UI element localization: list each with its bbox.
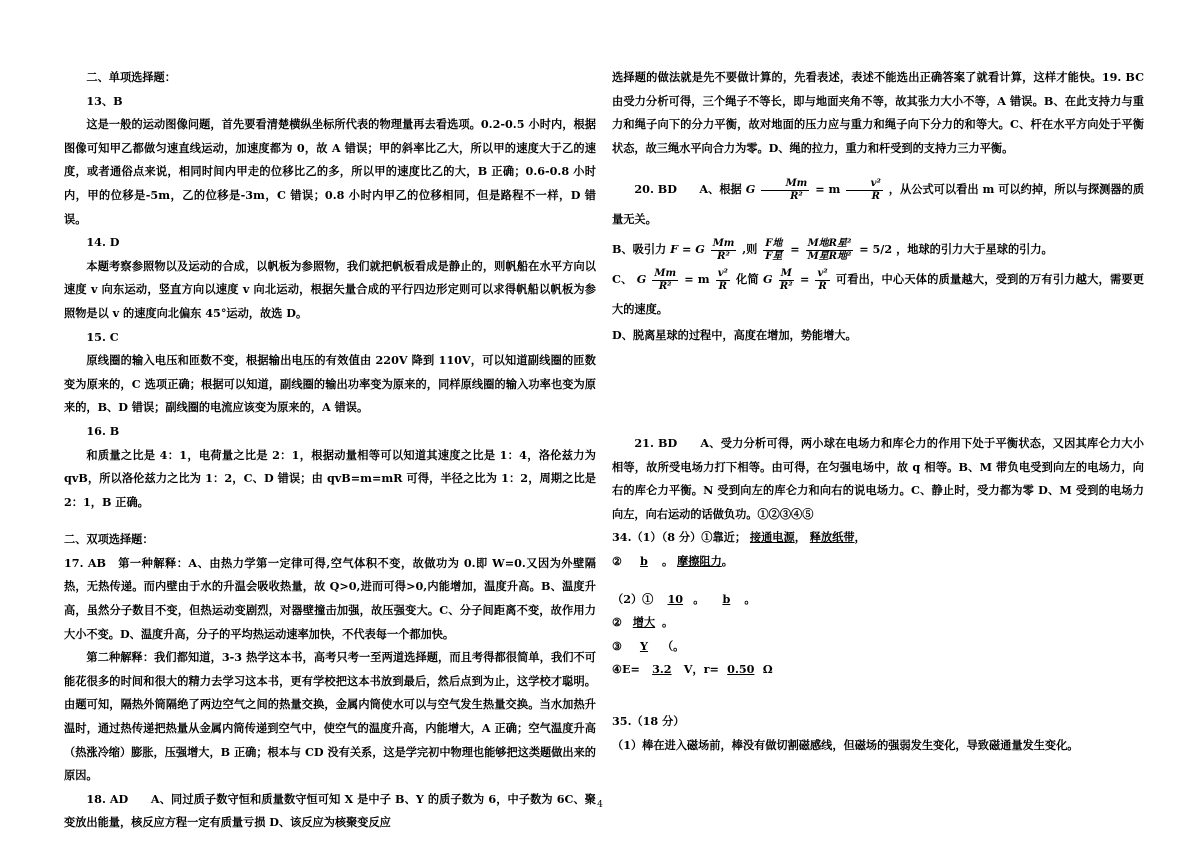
answer-34-6: ④E= 3.2 V，r= 0.50 Ω — [612, 662, 773, 677]
explanation-15: 原线圈的输入电压和匝数不变，根据输出电压的有效值由 220V 降到 110V，可以知道副线圈的匝数变为原来的，C 选项正确；根据可以知道，副线圈的输出功率变为原来的，同样原线圈的输入功率也变为原来的，B、D 错误；副线圈的电流应该变为原来的，A 错误。 — [64, 353, 596, 415]
heading-35: 35.（18 分） — [612, 713, 685, 728]
formula-fraction: $\frac{\text{v²}}{R}$ — [846, 178, 883, 203]
explanation-20-a: 20. BD A、根据 G $\frac{Mm}{\text{R²}}$ = m $\frac{\text{v²}}{R}$ ，从公式可以看出 m 可以约掉，所以与探测器的质量无关。 — [612, 177, 1145, 227]
answer-34-4: ② 增大 。 — [612, 615, 674, 630]
explanation-17: 17. AB 第一种解释：A、由热力学第一定律可得,空气体积不变，故做功为 0.即 W=0.又因为外壁隔热，无热传递。而内壁由于水的升温会吸收热量，故 Q>0,进而可得>0,内能增加，温度升高。B、温度升高，虽然分子数目不变，但热运动变剧烈，对器壁撞击加强，故压强变大。C、分子间距离不变，故作用力大小不变。D、温度升高，分子的平均热运动速率加快，不代表每一个都加快。 — [64, 555, 596, 641]
answer-16: 16. B — [86, 423, 120, 438]
formula-fraction: $\frac{\text{v²}}{R}$ — [717, 267, 728, 292]
explanation-19: 选择题的做法就是先不要做计算的，先看表述，表述不能选出正确答案了就看计算，这样才能快。19. BC 由受力分析可得，三个绳子不等长，即与地面夹角不等，故其张力大小不等，A 错误。B、在此支持力与重力和绳子向下的分力平衡，故对地面的压力应与重力和绳子向下分力的和等大。C、杆在水平方向处于平衡状态，故三绳水平向合力为零。D、绳的拉力，重力和杆受到的支持力三力平衡。 — [612, 70, 1178, 155]
explanation-35-1: （1）棒在进入磁场前，棒没有做切割磁感线，但磁场的强弱发生变化，导致磁通量发生变化。 — [612, 737, 1079, 752]
explanation-13: 这是一般的运动图像问题，首先要看清楚横纵坐标所代表的物理量再去看选项。0.2-0.5 小时内，根据图像可知甲乙都做匀速直线运动，加速度都为 0，故 A 错误；甲的斜率比乙大，所以甲的速度大于乙的速度，或者通俗点来说，相同时间内甲走的位移比乙的多，所以甲的速度比乙的大，B 正确；0.6-0.8 小时内，甲的位移是-5m，乙的位移是-3m，C 错误；0.8 小时内甲乙的位移相同，但是路程不一样，D 错误。 — [64, 117, 596, 226]
answer-13: 13、B — [86, 93, 123, 108]
page-number: 4 — [597, 800, 603, 810]
explanation-21: 21. BD A、受力分析可得，两小球在电场力和库仑力的作用下处于平衡状态，又因其库仑力大小相等，故所受电场力打下相等。由可得，在匀强电场中，故 q 相等。B、M 带负电受到向左的电场力，向右的库仑力平衡。N 受到向左的库仑力和向右的说电场力。C、静止时，受力都为零 D、M 受到的电场力向左，向右运动的话做负功。①②③④⑤ — [612, 435, 1144, 521]
answer-34-5: ③ Y （。 — [612, 638, 685, 653]
formula-fraction: $\frac{\text{v²}}{R}$ — [817, 267, 828, 292]
section-heading-double: 二、双项选择题： — [64, 532, 154, 547]
answer-34-1: 34.（1）（8 分）①靠近； 接通电源， 释放纸带， — [612, 530, 866, 545]
explanation-20-b: B、吸引力 F = G $\frac{Mm}{\text{R²}}$ ,则 $\frac{\text{F地}}{\text{F星}}$ = $\frac{\text{M地R星²}}{\text{M星R地²}}$ = 5/2 ，地球的引力大于星球的引力。 — [612, 237, 1053, 262]
formula-fraction: $\frac{\text{M地R星²}}{\text{M星R地²}}$ — [807, 237, 852, 262]
explanation-20-d: D、脱离星球的过程中，高度在增加，势能增大。 — [612, 328, 857, 343]
formula-fraction: $\frac{Mm}{\text{R²}}$ — [654, 267, 677, 292]
left-column — [64, 66, 596, 835]
formula-fraction: $\frac{Mm}{\text{R²}}$ — [761, 178, 809, 203]
explanation-18: 18. AD A、同过质子数守恒和质量数守恒可知 X 是中子 B、Y 的质子数为 6，中子数为 6C、聚变放出能量，核反应方程一定有质量亏损 D、该反应为核聚变反应 — [64, 791, 596, 830]
answer-14: 14. D — [86, 235, 120, 250]
explanation-14: 本题考察参照物以及运动的合成，以帆板为参照物，我们就把帆板看成是静止的，则帆船在水平方向以速度 v 向东运动，竖直方向以速度 v 向北运动，根据矢量合成的平行四边形定则可以求得帆船以帆板为参照物是以 v 的速度向北偏东 45°运动，故选 D。 — [64, 258, 596, 320]
formula-fraction: $\frac{Mm}{\text{R²}}$ — [712, 237, 735, 262]
formula-fraction: $\frac{M}{\text{R²}}$ — [779, 267, 793, 292]
explanation-20-c: C、 G $\frac{Mm}{\text{R²}}$ = m $\frac{\text{v²}}{R}$ 化简 G $\frac{M}{\text{R²}}$ = $\frac{\text{v²}}{R}$ 可看出，中心天体的质量越大，受到的万有引力越大，需要更大的速度。 — [612, 267, 1144, 317]
section-heading-single: 二、单项选择题： — [86, 70, 176, 84]
answer-34-3: （2）① 10 。 b 。 — [612, 591, 756, 606]
explanation-17-alt: 第二种解释：我们都知道，3-3 热学这本书，高考只考一至两道选择题，而且考得都很简单，我们不可能花很多的时间和很大的精力去学习这本书，更有学校把这本书放到最后，然后点到为止，这学校才聪明。由题可知，隔热外筒隔绝了两边空气之间的热量交换，金属内筒使水可以与空气发生热量交换。当水加热升温时，通过热传递把热量从金属内筒传递到空气中，使空气的温度升高，内能增大，A 正确；空气温度升高（热涨冷缩）膨胀，压强增大，B 正确；根本与 CD 没有关系，这是学完初中物理也能够把这类题做出来的原因。 — [64, 650, 596, 783]
formula-fraction: $\frac{\text{F地}}{\text{F星}}$ — [765, 237, 783, 262]
answer-34-2: ② b 。 摩擦阻力。 — [612, 553, 733, 568]
explanation-16: 和质量之比是 4：1，电荷量之比是 2：1，根据动量相等可以知道其速度之比是 1：4，洛伦兹力为 qvB，所以洛伦兹力之比为 1：2，C、D 错误；由 qvB=m=mR 可得，半径之比为 1：2，周期之比是 2：1，B 正确。 — [64, 447, 596, 509]
answer-15: 15. C — [86, 329, 119, 344]
right-column — [612, 66, 1178, 757]
